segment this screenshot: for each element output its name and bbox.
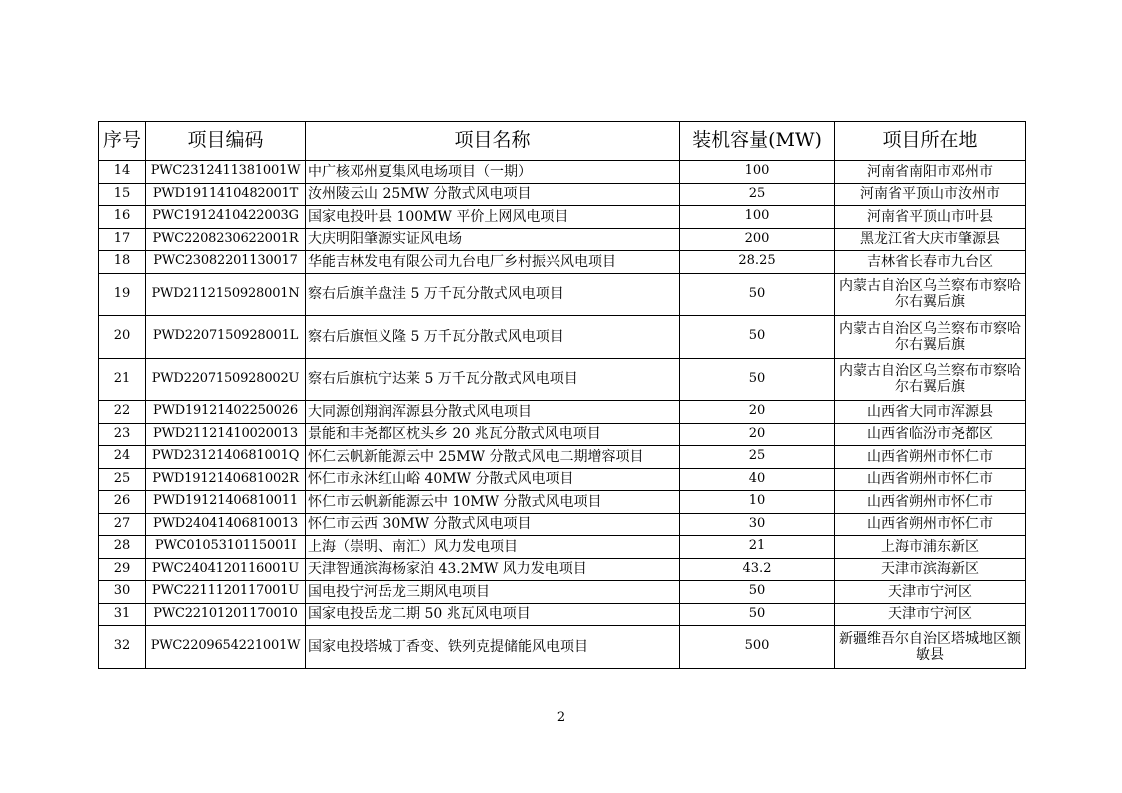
cell-location: 天津市宁河区 xyxy=(835,581,1026,604)
cell-capacity: 28.25 xyxy=(680,251,835,274)
table-row xyxy=(99,161,1026,184)
cell-no: 23 xyxy=(99,423,146,446)
cell-capacity: 25 xyxy=(680,446,835,469)
cell-location: 内蒙古自治区乌兰察布市察哈尔右翼后旗 xyxy=(835,316,1026,359)
cell-name: 怀仁云帆新能源云中 25MW 分散式风电二期增容项目 xyxy=(306,446,680,469)
cell-location: 天津市滨海新区 xyxy=(835,558,1026,581)
cell-no: 21 xyxy=(99,358,146,401)
cell-capacity: 10 xyxy=(680,491,835,514)
cell-name: 国家电投塔城丁香变、铁列克提储能风电项目 xyxy=(306,626,680,669)
table-row xyxy=(99,273,1026,316)
cell-name: 察右后旗羊盘洼 5 万千瓦分散式风电项目 xyxy=(306,273,680,316)
cell-location: 上海市浦东新区 xyxy=(835,536,1026,559)
header-capacity: 装机容量(MW) xyxy=(680,122,835,161)
table-row xyxy=(99,423,1026,446)
cell-name: 国家电投叶县 100MW 平价上网风电项目 xyxy=(306,206,680,229)
cell-capacity: 21 xyxy=(680,536,835,559)
table-row xyxy=(99,491,1026,514)
table-row xyxy=(99,581,1026,604)
cell-no: 27 xyxy=(99,513,146,536)
cell-code: PWD1912140681002R xyxy=(146,468,306,491)
cell-name: 国电投宁河岳龙三期风电项目 xyxy=(306,581,680,604)
cell-no: 19 xyxy=(99,273,146,316)
cell-capacity: 50 xyxy=(680,273,835,316)
table-row xyxy=(99,558,1026,581)
cell-no: 25 xyxy=(99,468,146,491)
table-row xyxy=(99,206,1026,229)
cell-name: 察右后旗恒义隆 5 万千瓦分散式风电项目 xyxy=(306,316,680,359)
cell-capacity: 20 xyxy=(680,401,835,424)
table-row xyxy=(99,401,1026,424)
cell-no: 24 xyxy=(99,446,146,469)
cell-code: PWD19121406810011 xyxy=(146,491,306,514)
cell-no: 20 xyxy=(99,316,146,359)
cell-capacity: 500 xyxy=(680,626,835,669)
cell-location: 河南省南阳市邓州市 xyxy=(835,161,1026,184)
cell-no: 14 xyxy=(99,161,146,184)
cell-location: 河南省平顶山市叶县 xyxy=(835,206,1026,229)
cell-location: 黑龙江省大庆市肇源县 xyxy=(835,228,1026,251)
table-row xyxy=(99,228,1026,251)
cell-location: 山西省朔州市怀仁市 xyxy=(835,491,1026,514)
cell-name: 大庆明阳肇源实证风电场 xyxy=(306,228,680,251)
cell-code: PWC2404120116001U xyxy=(146,558,306,581)
project-table xyxy=(98,121,1026,669)
cell-name: 怀仁市永沐红山峪 40MW 分散式风电项目 xyxy=(306,468,680,491)
cell-capacity: 200 xyxy=(680,228,835,251)
cell-capacity: 50 xyxy=(680,581,835,604)
table-row xyxy=(99,446,1026,469)
cell-no: 16 xyxy=(99,206,146,229)
table-row xyxy=(99,251,1026,274)
cell-code: PWC1912410422003G xyxy=(146,206,306,229)
cell-name: 华能吉林发电有限公司九台电厂乡村振兴风电项目 xyxy=(306,251,680,274)
header-no: 序号 xyxy=(99,122,146,161)
cell-name: 上海（崇明、南汇）风力发电项目 xyxy=(306,536,680,559)
cell-capacity: 25 xyxy=(680,183,835,206)
cell-name: 天津智通滨海杨家泊 43.2MW 风力发电项目 xyxy=(306,558,680,581)
cell-no: 18 xyxy=(99,251,146,274)
cell-location: 山西省朔州市怀仁市 xyxy=(835,513,1026,536)
cell-code: PWD2312140681001Q xyxy=(146,446,306,469)
table-row xyxy=(99,626,1026,669)
cell-capacity: 100 xyxy=(680,161,835,184)
cell-location: 山西省临汾市尧都区 xyxy=(835,423,1026,446)
cell-capacity: 43.2 xyxy=(680,558,835,581)
cell-location: 山西省朔州市怀仁市 xyxy=(835,446,1026,469)
table-row xyxy=(99,513,1026,536)
cell-name: 景能和丰尧都区枕头乡 20 兆瓦分散式风电项目 xyxy=(306,423,680,446)
table-row xyxy=(99,316,1026,359)
cell-location: 山西省大同市浑源县 xyxy=(835,401,1026,424)
cell-code: PWD2207150928001L xyxy=(146,316,306,359)
cell-code: PWC2209654221001W xyxy=(146,626,306,669)
cell-code: PWC2211120117001U xyxy=(146,581,306,604)
cell-location: 新疆维吾尔自治区塔城地区额敏县 xyxy=(835,626,1026,669)
cell-no: 22 xyxy=(99,401,146,424)
cell-name: 察右后旗杭宁达莱 5 万千瓦分散式风电项目 xyxy=(306,358,680,401)
header-code: 项目编码 xyxy=(146,122,306,161)
cell-capacity: 50 xyxy=(680,603,835,626)
cell-no: 29 xyxy=(99,558,146,581)
cell-code: PWC22101201170010 xyxy=(146,603,306,626)
cell-no: 17 xyxy=(99,228,146,251)
cell-name: 怀仁市云西 30MW 分散式风电项目 xyxy=(306,513,680,536)
cell-no: 28 xyxy=(99,536,146,559)
cell-location: 吉林省长春市九台区 xyxy=(835,251,1026,274)
cell-code: PWC0105310115001I xyxy=(146,536,306,559)
cell-code: PWC2312411381001W xyxy=(146,161,306,184)
header-location: 项目所在地 xyxy=(835,122,1026,161)
cell-name: 大同源创翔润浑源县分散式风电项目 xyxy=(306,401,680,424)
cell-location: 内蒙古自治区乌兰察布市察哈尔右翼后旗 xyxy=(835,273,1026,316)
table-body xyxy=(99,161,1026,669)
cell-no: 32 xyxy=(99,626,146,669)
cell-location: 天津市宁河区 xyxy=(835,603,1026,626)
cell-code: PWD1911410482001T xyxy=(146,183,306,206)
cell-no: 15 xyxy=(99,183,146,206)
table-row xyxy=(99,183,1026,206)
cell-capacity: 50 xyxy=(680,316,835,359)
page-number: 2 xyxy=(556,710,566,725)
table-header-row xyxy=(99,122,1026,161)
cell-capacity: 50 xyxy=(680,358,835,401)
cell-name: 国家电投岳龙二期 50 兆瓦风电项目 xyxy=(306,603,680,626)
cell-code: PWD24041406810013 xyxy=(146,513,306,536)
cell-code: PWD21121410020013 xyxy=(146,423,306,446)
cell-capacity: 20 xyxy=(680,423,835,446)
table-row xyxy=(99,603,1026,626)
cell-name: 中广核邓州夏集风电场项目（一期） xyxy=(306,161,680,184)
cell-code: PWD19121402250026 xyxy=(146,401,306,424)
cell-name: 汝州陵云山 25MW 分散式风电项目 xyxy=(306,183,680,206)
cell-location: 山西省朔州市怀仁市 xyxy=(835,468,1026,491)
header-name: 项目名称 xyxy=(306,122,680,161)
cell-capacity: 30 xyxy=(680,513,835,536)
cell-code: PWD2112150928001N xyxy=(146,273,306,316)
table-row xyxy=(99,468,1026,491)
cell-code: PWD2207150928002U xyxy=(146,358,306,401)
cell-name: 怀仁市云帆新能源云中 10MW 分散式风电项目 xyxy=(306,491,680,514)
cell-code: PWC2208230622001R xyxy=(146,228,306,251)
table-row xyxy=(99,536,1026,559)
table-row xyxy=(99,358,1026,401)
cell-no: 31 xyxy=(99,603,146,626)
cell-location: 河南省平顶山市汝州市 xyxy=(835,183,1026,206)
cell-no: 26 xyxy=(99,491,146,514)
cell-capacity: 100 xyxy=(680,206,835,229)
cell-location: 内蒙古自治区乌兰察布市察哈尔右翼后旗 xyxy=(835,358,1026,401)
cell-code: PWC2308220113001​7 xyxy=(146,251,306,274)
cell-capacity: 40 xyxy=(680,468,835,491)
cell-no: 30 xyxy=(99,581,146,604)
